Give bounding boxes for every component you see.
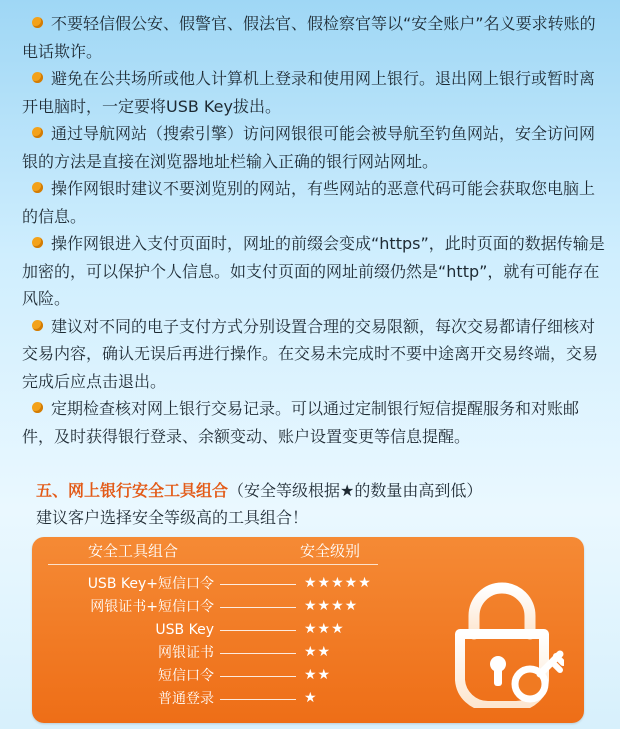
leader-line <box>220 584 296 585</box>
star-rating-icon: ★★ <box>304 644 332 660</box>
star-icon: ★ <box>340 481 355 500</box>
tool-row <box>32 665 412 687</box>
tip-text: 通过导航网站（搜索引擎）访问网银很可能会被导航至钓鱼网站，安全访问网银的方法是直接在浏览器地址栏输入正确的银行网站网址。 <box>22 124 596 171</box>
leader-line <box>220 699 296 700</box>
tool-name: 网银证书+短信口令 <box>90 599 214 615</box>
tip-text: 避免在公共场所或他人计算机上登录和使用网上银行。退出网上银行或暂时离开电脑时，一定要将USB Key拔出。 <box>22 69 596 116</box>
star-rating-icon: ★★★ <box>304 621 345 637</box>
section-heading-block <box>36 477 596 531</box>
section-note-prefix: （安全等级根据 <box>228 481 341 500</box>
star-rating-icon: ★★ <box>304 667 332 683</box>
tool-name: 网银证书 <box>158 645 214 661</box>
tool-name: USB Key+短信口令 <box>87 576 214 592</box>
leader-line <box>220 676 296 677</box>
tool-name: USB Key <box>155 622 214 638</box>
bullet-dot-icon <box>32 127 43 138</box>
header-divider <box>48 564 378 565</box>
leader-line <box>220 653 296 654</box>
tool-row <box>32 688 412 710</box>
tip-item <box>22 395 610 450</box>
tool-row <box>32 619 412 641</box>
tip-text: 建议对不同的电子支付方式分别设置合理的交易限额，每次交易都请仔细核对交易内容，确认无误后再进行操作。在交易未完成时不要中途离开交易终端，交易完成后应点击退出。 <box>22 316 599 391</box>
tip-item <box>22 230 610 313</box>
tip-item <box>22 120 610 175</box>
tip-text: 不要轻信假公安、假警官、假法官、假检察官等以“安全账户”名义要求转账的电话欺诈。 <box>22 14 596 61</box>
tool-row <box>32 573 412 595</box>
bullet-dot-icon <box>32 320 43 331</box>
tip-item <box>22 175 610 230</box>
security-tips-list <box>22 10 610 450</box>
star-rating-icon: ★★★★★ <box>304 575 372 591</box>
tool-row <box>32 642 412 664</box>
security-tools-panel <box>32 537 584 723</box>
bullet-dot-icon <box>32 17 43 28</box>
section-heading: 五、网上银行安全工具组合 <box>36 481 229 500</box>
bullet-dot-icon <box>32 402 43 413</box>
tool-name: 短信口令 <box>158 668 214 684</box>
tip-item <box>22 313 610 396</box>
column-header-tool: 安全工具组合 <box>88 542 179 560</box>
tip-item <box>22 65 610 120</box>
tip-item <box>22 10 610 65</box>
bullet-dot-icon <box>32 182 43 193</box>
tip-text: 操作网银进入支付页面时，网址的前缀会变成“https”，此时页面的数据传输是加密的，可以保护个人信息。如支付页面的网址前缀仍然是“http”，就有可能存在风险。 <box>22 234 605 308</box>
tip-text: 定期检查核对网上银行交易记录。可以通过定制银行短信提醒服务和对账邮件，及时获得银行登录、余额变动、账户设置变更等信息提醒。 <box>22 399 580 446</box>
leader-line <box>220 607 296 608</box>
tool-name: 普通登录 <box>158 691 214 707</box>
column-header-level: 安全级别 <box>300 542 361 560</box>
star-rating-icon: ★ <box>304 690 318 706</box>
bullet-dot-icon <box>32 237 43 248</box>
section-note-suffix: 的数量由高到低） <box>354 481 483 500</box>
section-subtitle: 建议客户选择安全等级高的工具组合！ <box>36 508 309 527</box>
padlock-with-key-icon <box>452 582 564 708</box>
star-rating-icon: ★★★★ <box>304 598 359 614</box>
bullet-dot-icon <box>32 72 43 83</box>
tip-text: 操作网银时建议不要浏览别的网站，有些网站的恶意代码可能会获取您电脑上的信息。 <box>22 179 596 226</box>
tool-row <box>32 596 412 618</box>
leader-line <box>220 630 296 631</box>
